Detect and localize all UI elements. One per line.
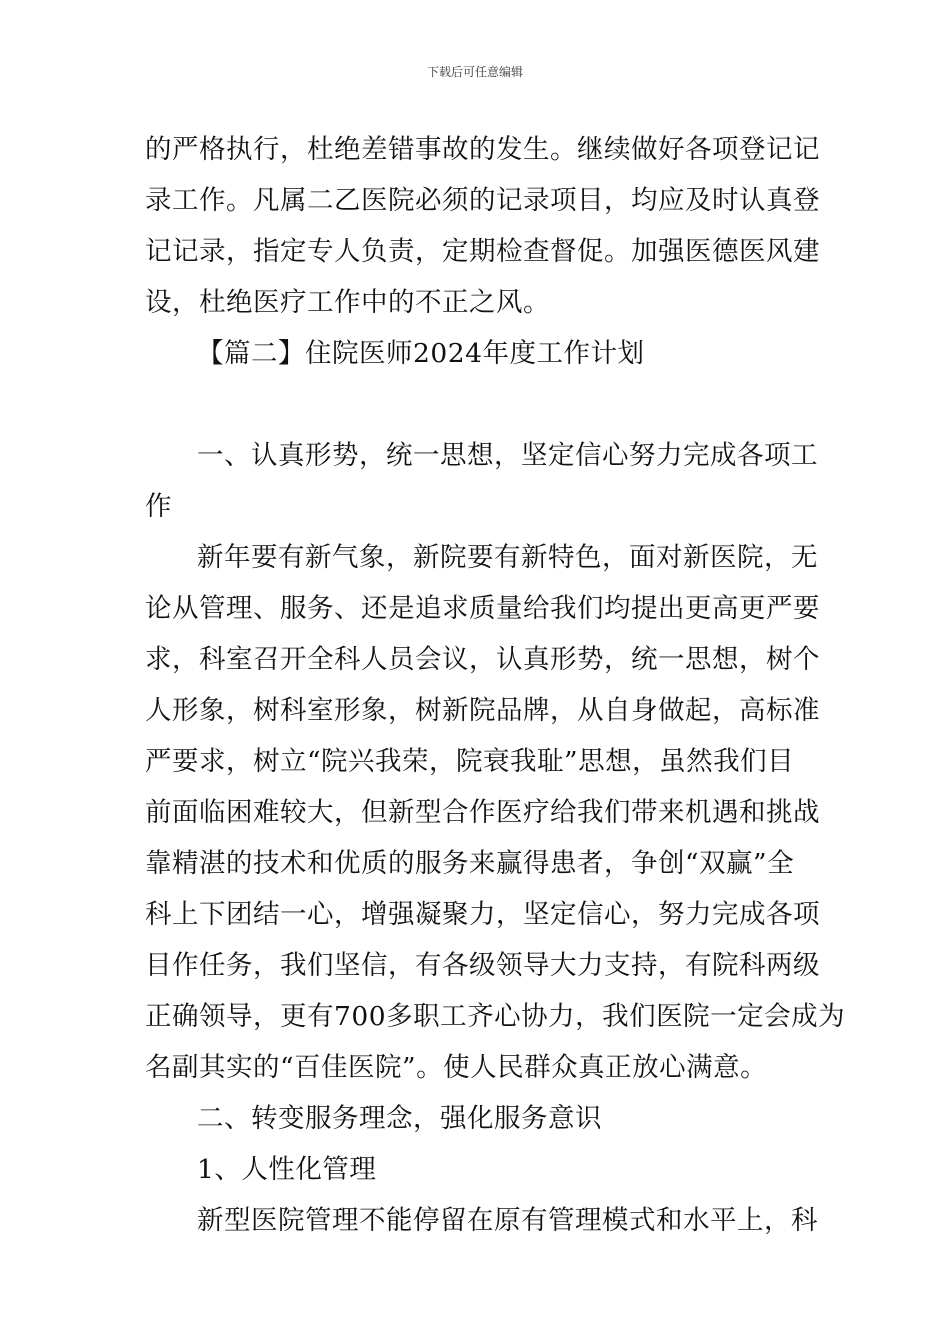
section-heading: 【篇二】住院医师2024年度工作计划: [197, 338, 645, 369]
document-body: [145, 124, 846, 1246]
paragraph-line: 求，科室召开全科人员会议，认真形势，统一思想，树个: [145, 644, 820, 675]
paragraph-line: 的严格执行，杜绝差错事故的发生。继续做好各项登记记: [145, 134, 820, 165]
paragraph-line: 严要求，树立“院兴我荣，院衰我耻”思想，虽然我们目: [145, 746, 795, 777]
paragraph-line: 人形象，树科室形象，树新院品牌，从自身做起，高标准: [145, 695, 820, 726]
paragraph-line: 前面临困难较大，但新型合作医疗给我们带来机遇和挑战: [145, 797, 820, 828]
paragraph-line: 靠精湛的技术和优质的服务来赢得患者，争创“双赢”全: [145, 848, 795, 879]
subsection-heading: 1、人性化管理: [197, 1154, 377, 1185]
paragraph-line: 论从管理、服务、还是追求质量给我们均提出更高更严要: [145, 593, 820, 624]
subsection-heading: 一、认真形势，统一思想，坚定信心努力完成各项工: [197, 440, 818, 471]
paragraph-line: 正确领导，更有700多职工齐心协力，我们医院一定会成为: [145, 1001, 846, 1032]
paragraph-line: 作: [145, 491, 172, 522]
paragraph-line: 记记录，指定专人负责，定期检查督促。加强医德医风建: [145, 236, 820, 267]
paragraph-line: 新型医院管理不能停留在原有管理模式和水平上，科: [197, 1205, 818, 1236]
blank-line: [145, 379, 807, 430]
paragraph-line: 名副其实的“百佳医院”。使人民群众真正放心满意。: [145, 1052, 768, 1083]
paragraph-line: 科上下团结一心，增强凝聚力，坚定信心，努力完成各项: [145, 899, 820, 930]
paragraph-line: 目作任务，我们坚信，有各级领导大力支持，有院科两级: [145, 950, 820, 981]
page-header-note: 下载后可任意编辑: [426, 65, 523, 79]
subsection-heading: 二、转变服务理念，强化服务意识: [197, 1103, 602, 1134]
paragraph-line: 设，杜绝医疗工作中的不正之风。: [145, 287, 550, 318]
paragraph-line: 录工作。凡属二乙医院必须的记录项目，均应及时认真登: [145, 185, 820, 216]
paragraph-line: 新年要有新气象，新院要有新特色，面对新医院，无: [197, 542, 818, 573]
